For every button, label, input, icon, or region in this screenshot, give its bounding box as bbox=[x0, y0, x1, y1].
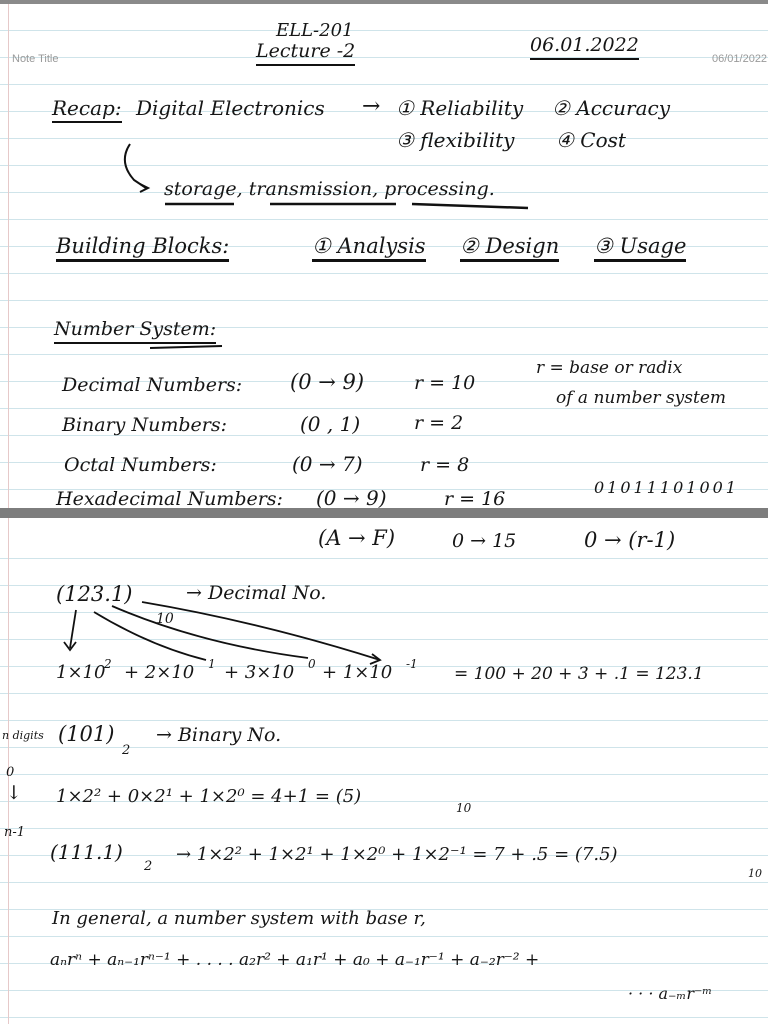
decimal-label: → Decimal No. bbox=[186, 582, 327, 604]
decimal-row-radix: r = 10 bbox=[414, 372, 476, 394]
expansion-term-3: + 3×10 bbox=[224, 662, 295, 683]
hex-row-range: (0 → 9) bbox=[316, 486, 387, 508]
binary-example-base: 2 bbox=[122, 743, 131, 758]
binary-example: (101) bbox=[58, 722, 115, 746]
arrow-down-icon: ↓ bbox=[6, 782, 22, 804]
expansion-term-4: + 1×10 bbox=[322, 662, 393, 683]
binary-expansion-base: 10 bbox=[456, 801, 472, 815]
recap-label: Recap: bbox=[52, 98, 122, 123]
recap-uses: storage, transmission, processing. bbox=[164, 178, 495, 200]
index-top: 0 bbox=[6, 765, 15, 780]
recap-point-3: ③ flexibility bbox=[396, 128, 515, 152]
recap-uses-underline bbox=[165, 204, 528, 208]
building-item-1: ① Analysis bbox=[312, 236, 426, 262]
page-separator bbox=[0, 508, 768, 518]
decimal-row-range: (0 → 9) bbox=[290, 370, 365, 394]
octal-row-range: (0 → 7) bbox=[292, 452, 363, 476]
number-system-underline bbox=[150, 346, 222, 348]
n-digits-note: n digits bbox=[2, 729, 44, 742]
binary-row-range: (0 , 1) bbox=[300, 412, 361, 436]
binary-row-radix: r = 2 bbox=[414, 412, 464, 434]
hex-value-range: 0 → 15 bbox=[452, 530, 517, 552]
recap-branch-arrowhead bbox=[140, 184, 148, 192]
building-item-2: ② Design bbox=[460, 236, 559, 262]
expansion-exponent-4: -1 bbox=[406, 657, 418, 671]
place-arrow-3 bbox=[112, 606, 308, 658]
building-blocks-label: Building Blocks: bbox=[56, 236, 229, 262]
hex-row-name: Hexadecimal Numbers: bbox=[56, 488, 283, 508]
binary-expansion: 1×2² + 0×2¹ + 1×2⁰ = 4+1 = (5) bbox=[56, 786, 362, 807]
recap-topic: Digital Electronics bbox=[136, 96, 325, 120]
fraction-result-base: 10 bbox=[748, 867, 762, 880]
expansion-term-2: + 2×10 bbox=[124, 662, 195, 683]
page-2-strokes bbox=[0, 518, 768, 1024]
binary-row-name: Binary Numbers: bbox=[62, 414, 227, 436]
decimal-row-name: Decimal Numbers: bbox=[62, 374, 243, 396]
decimal-example: (123.1) bbox=[56, 582, 133, 606]
notebook-page-2 bbox=[0, 518, 768, 1024]
base-mark: 10 bbox=[156, 611, 174, 627]
decimal-result: = 100 + 20 + 3 + .1 = 123.1 bbox=[454, 664, 704, 684]
binary-label: → Binary No. bbox=[156, 724, 282, 746]
hex-row-radix: r = 16 bbox=[444, 488, 506, 508]
recap-point-1: ① Reliability bbox=[396, 96, 524, 120]
page-1-strokes bbox=[0, 4, 768, 508]
notebook-page-1 bbox=[0, 0, 768, 508]
recap-branch-stroke bbox=[125, 144, 146, 188]
expansion-exponent-2: 1 bbox=[208, 657, 216, 671]
radix-note-line-2: of a number system bbox=[556, 388, 727, 408]
fraction-example-base: 2 bbox=[144, 859, 153, 874]
course-code: ELL-201 bbox=[276, 20, 354, 41]
note-date-label: 06/01/2022 bbox=[712, 53, 768, 65]
hex-letter-range: (A → F) bbox=[318, 526, 396, 550]
number-system-title: Number System: bbox=[54, 320, 216, 344]
digit-range: 0 → (r-1) bbox=[584, 528, 676, 552]
radix-note-line-1: r = base or radix bbox=[536, 358, 683, 378]
expansion-exponent-1: 2 bbox=[104, 657, 112, 671]
octal-row-name: Octal Numbers: bbox=[64, 454, 217, 476]
arrow-right-icon: → bbox=[362, 94, 381, 119]
index-bottom: n-1 bbox=[4, 825, 26, 840]
fraction-expansion: → 1×2² + 1×2¹ + 1×2⁰ + 1×2⁻¹ = 7 + .5 = (7.5) bbox=[176, 844, 618, 865]
general-statement: In general, a number system with base r, bbox=[52, 908, 426, 929]
fraction-example: (111.1) bbox=[50, 840, 123, 864]
expansion-term-1: 1×10 bbox=[56, 662, 106, 683]
lecture-number: Lecture -2 bbox=[256, 42, 355, 66]
note-title-label: Note Title bbox=[12, 53, 59, 65]
recap-point-4: ④ Cost bbox=[556, 128, 626, 152]
octal-row-radix: r = 8 bbox=[420, 454, 470, 476]
binary-string-example: 01011101001 bbox=[594, 478, 739, 497]
building-item-3: ③ Usage bbox=[594, 236, 686, 262]
general-formula: aₙrⁿ + aₙ₋₁rⁿ⁻¹ + . . . . a₂r² + a₁r¹ + a₀ + a₋₁r⁻¹ + a₋₂r⁻² + bbox=[50, 950, 540, 970]
place-arrow-2 bbox=[94, 612, 206, 660]
expansion-exponent-3: 0 bbox=[308, 657, 316, 671]
lecture-date: 06.01.2022 bbox=[530, 36, 639, 60]
general-formula-tail: · · · a₋ₘr⁻ᵐ bbox=[628, 984, 713, 1003]
recap-point-2: ② Accuracy bbox=[552, 96, 670, 120]
